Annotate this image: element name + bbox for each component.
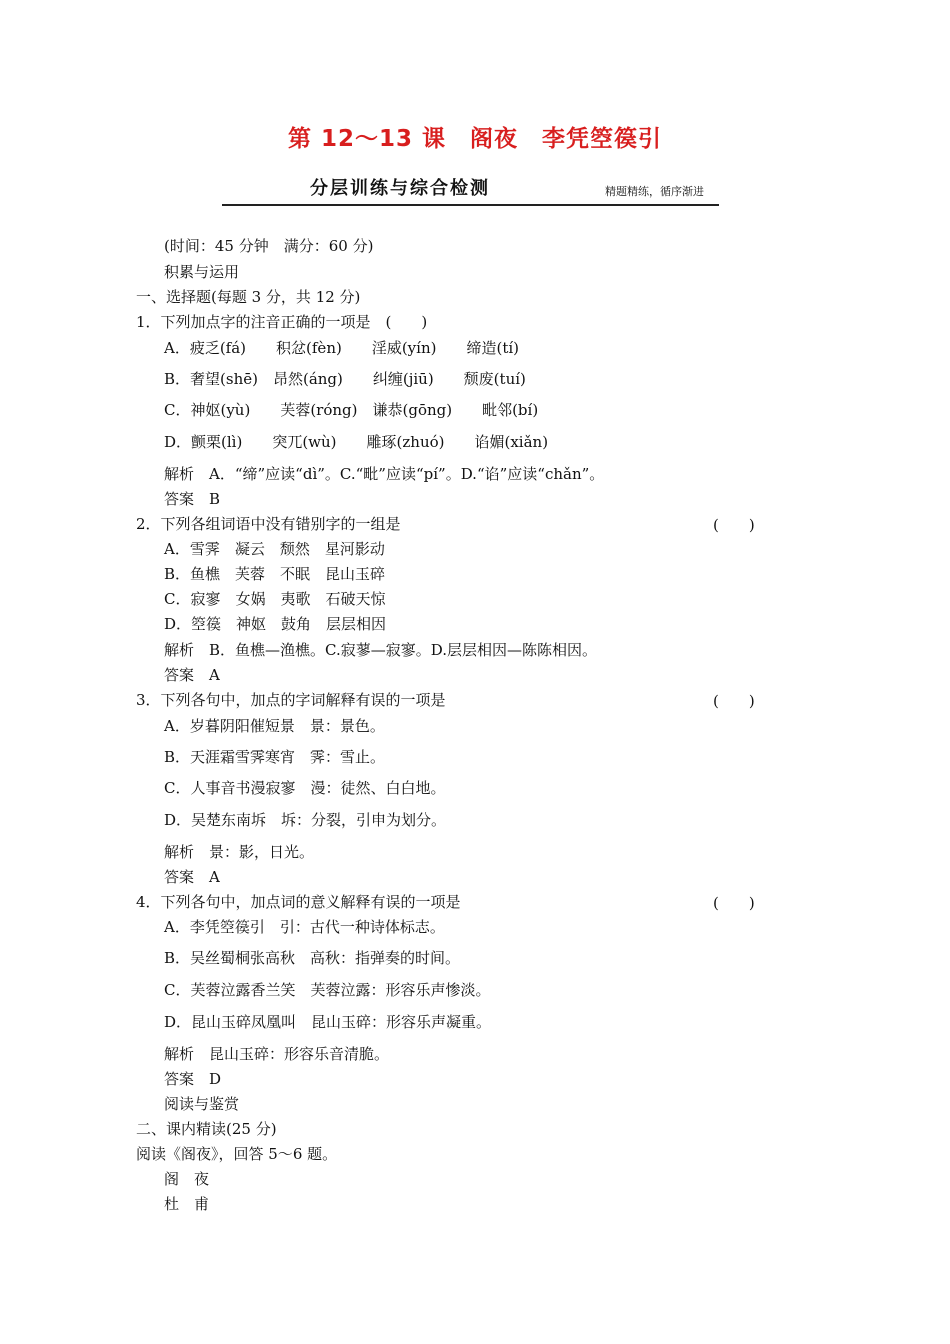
text-line: C．芙蓉泣露香兰笑 芙蓉泣露：形容乐声惨淡。 (164, 981, 491, 999)
section-subnote: 精题精练，循序渐进 (605, 185, 704, 198)
text-line: 答案 A (164, 868, 220, 886)
text-line: B．奢望(shē) 昂然(áng) 纠缠(jiū) 颓废(tuí) (164, 370, 526, 388)
text-line: A．雪霁 凝云 颓然 星河影动 (164, 540, 385, 558)
answer-blank: ( ) (713, 516, 755, 534)
text-line: 1．下列加点字的注音正确的一项是 ( ) (136, 313, 428, 331)
text-line: C．神妪(yù) 芙蓉(róng) 谦恭(gōng) 毗邻(bí) (164, 401, 539, 419)
text-line: 阅读《阁夜》，回答 5～6 题。 (136, 1145, 338, 1163)
text-line: 杜 甫 (164, 1195, 210, 1213)
text-line: D．昆山玉碎凤凰叫 昆山玉碎：形容乐声凝重。 (164, 1013, 492, 1031)
text-line: 积累与运用 (164, 263, 240, 281)
text-line: 解析 A．“缔”应读“dì”。C.“毗”应读“pí”。D.“谄”应读“chǎn”。 (164, 465, 605, 483)
text-line: 一、选择题(每题 3 分，共 12 分) (136, 288, 361, 306)
text-line: D．颤栗(lì) 突兀(wù) 雕琢(zhuó) 谄媚(xiǎn) (164, 433, 549, 451)
text-line: A．李凭箜篌引 引：古代一种诗体标志。 (164, 918, 445, 936)
text-line: 解析 昆山玉碎：形容乐音清脆。 (164, 1045, 390, 1063)
text-line: A．疲乏(fá) 积忿(fèn) 淫威(yín) 缔造(tí) (164, 339, 519, 357)
text-line: 二、课内精读(25 分) (136, 1120, 277, 1138)
text-line: (时间：45 分钟 满分：60 分) (164, 237, 374, 255)
text-line: 答案 A (164, 666, 220, 684)
text-line: 答案 D (164, 1070, 222, 1088)
text-line: A．岁暮阴阳催短景 景：景色。 (164, 717, 385, 735)
text-line: 阅读与鉴赏 (164, 1095, 240, 1113)
text-line: 答案 B (164, 490, 221, 508)
answer-blank: ( ) (713, 894, 755, 912)
answer-blank: ( ) (713, 692, 755, 710)
text-line: 3．下列各句中，加点的字词解释有误的一项是 (136, 691, 446, 709)
header-divider (222, 204, 719, 206)
text-line: 2．下列各组词语中没有错别字的一组是 (136, 515, 401, 533)
text-line: C．寂寥 女娲 夷歌 石破天惊 (164, 590, 386, 608)
page-title: 第 12～13 课 阁夜 李凭箜篌引 (287, 126, 663, 152)
text-line: B．鱼樵 芙蓉 不眠 昆山玉碎 (164, 565, 386, 583)
text-line: B．吴丝蜀桐张高秋 高秋：指弹奏的时间。 (164, 949, 461, 967)
text-line: D．箜篌 神妪 鼓角 层层相因 (164, 615, 387, 633)
text-line: C．人事音书漫寂寥 漫：徒然、白白地。 (164, 779, 446, 797)
text-line: D．吴楚东南坼 坼：分裂，引申为划分。 (164, 811, 447, 829)
text-line: B．天涯霜雪霁寒宵 霁：雪止。 (164, 748, 386, 766)
text-line: 4．下列各句中，加点词的意义解释有误的一项是 (136, 893, 461, 911)
section-subtitle: 分层训练与综合检测 (310, 178, 490, 199)
text-line: 阁 夜 (164, 1170, 210, 1188)
text-line: 解析 B．鱼樵—渔樵。C.寂蓼—寂寥。D.层层相因—陈陈相因。 (164, 641, 597, 659)
text-line: 解析 景：影，日光。 (164, 843, 315, 861)
